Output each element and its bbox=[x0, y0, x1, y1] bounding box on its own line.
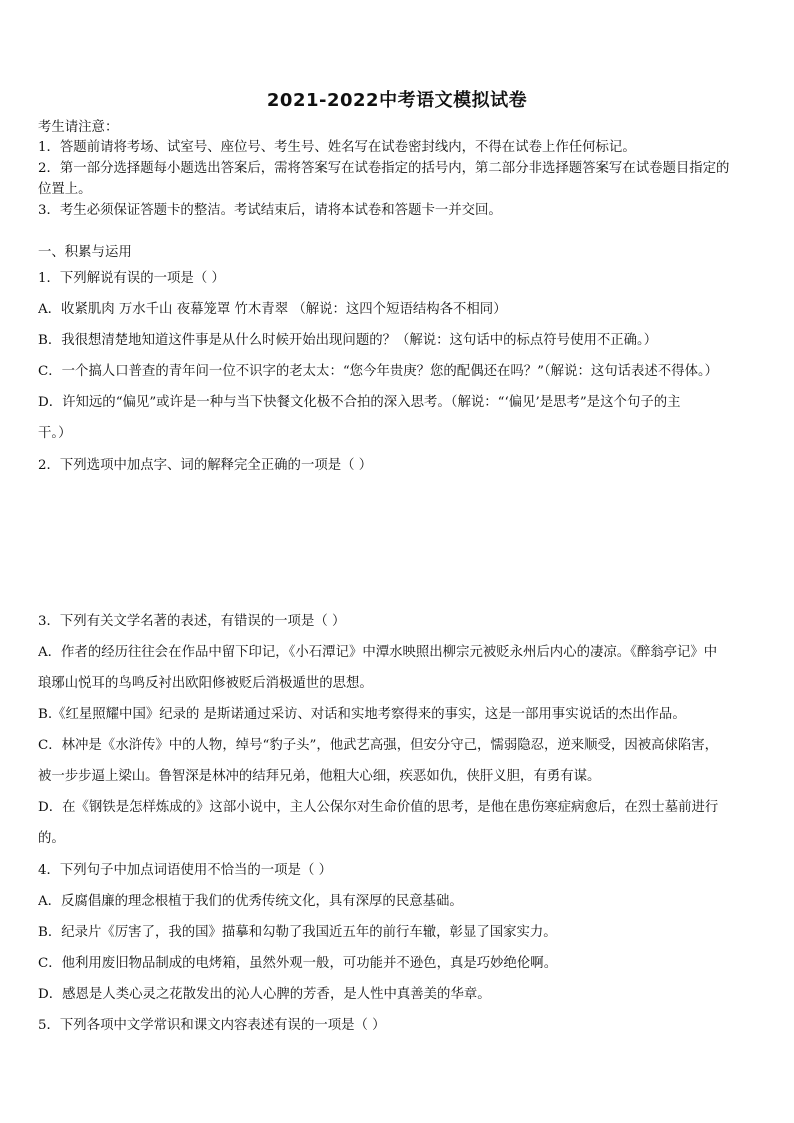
q3-option-b: B.《红星照耀中国》纪录的 是斯诺通过采访、对话和实地考察得来的事实，这是一部用事实说话的杰出作品。 bbox=[38, 707, 686, 722]
exam-title: 2021-2022中考语文模拟试卷 bbox=[266, 90, 528, 111]
q1-option-a: A．收紧肌肉 万水千山 夜幕笼罩 竹木青翠 （解说：这四个短语结构各不相同） bbox=[38, 302, 507, 317]
q2-stem: 2．下列选项中加点字、词的解释完全正确的一项是（ ） bbox=[38, 458, 373, 473]
q1-option-d-cont: 干。） bbox=[38, 426, 72, 441]
notice-item: 位置上。 bbox=[38, 182, 92, 197]
q1-option-d: D．许知远的“偏见”或许是一种与当下快餐文化极不合拍的深入思考。（解说：“‘偏见’是思考”是这个句子的主 bbox=[38, 395, 681, 410]
notice-item: 1．答题前请将考场、试室号、座位号、考生号、姓名写在试卷密封线内，不得在试卷上作任何标记。 bbox=[38, 140, 636, 155]
q4-stem: 4．下列句子中加点词语使用不恰当的一项是（ ） bbox=[38, 863, 332, 878]
q3-stem: 3．下列有关文学名著的表述，有错误的一项是（ ） bbox=[38, 614, 346, 629]
q4-option-d: D．感恩是人类心灵之花散发出的沁人心脾的芳香，是人性中真善美的华章。 bbox=[38, 987, 491, 1002]
q3-option-d: D．在《钢铁是怎样炼成的》这部小说中，主人公保尔对生命价值的思考，是他在患伤寒症病愈后，在烈士墓前进行 bbox=[38, 800, 719, 815]
q1-stem: 1．下列解说有误的一项是（ ） bbox=[38, 271, 225, 286]
section-title: 一、积累与运用 bbox=[38, 245, 132, 260]
q1-option-b: B．我很想清楚地知道这件事是从什么时候开始出现问题的？（解说：这句话中的标点符号使用不正确。） bbox=[38, 333, 658, 348]
notice-heading: 考生请注意： bbox=[38, 120, 119, 135]
q4-option-a: A．反腐倡廉的理念根植于我们的优秀传统文化，具有深厚的民意基础。 bbox=[38, 894, 463, 909]
q1-option-c: C．一个搞人口普查的青年问一位不识字的老太太：“您今年贵庚？您的配偶还在吗？”（解说：这句话表述不得体。） bbox=[38, 364, 719, 379]
q3-option-d-cont: 的。 bbox=[38, 831, 65, 846]
q3-option-c-cont: 被一步步逼上梁山。鲁智深是林冲的结拜兄弟，他粗大心细，疾恶如仇，侠肝义胆，有勇有谋。 bbox=[38, 769, 601, 784]
notice-item: 3．考生必须保证答题卡的整洁。考试结束后，请将本试卷和答题卡一并交回。 bbox=[38, 203, 502, 218]
q5-stem: 5．下列各项中文学常识和课文内容表述有误的一项是（ ） bbox=[38, 1018, 386, 1033]
notice-item: 2．第一部分选择题每小题选出答案后，需将答案写在试卷指定的括号内，第二部分非选择题答案写在试卷题目指定的 bbox=[38, 161, 730, 176]
q3-option-a: A．作者的经历往往会在作品中留下印记，《小石潭记》中潭水映照出柳宗元被贬永州后内心的凄凉。《醉翁亭记》中 bbox=[38, 645, 718, 660]
q4-option-b: B．纪录片《厉害了，我的国》描摹和勾勒了我国近五年的前行车辙，彰显了国家实力。 bbox=[38, 925, 557, 940]
q4-option-c: C．他利用废旧物品制成的电烤箱，虽然外观一般，可功能并不逊色，真是巧妙绝伦啊。 bbox=[38, 956, 558, 971]
q3-option-a-cont: 琅琊山悦耳的鸟鸣反衬出欧阳修被贬后消极遁世的思想。 bbox=[38, 676, 373, 691]
q3-option-c: C．林冲是《水浒传》中的人物，绰号“豹子头”，他武艺高强，但安分守己，懦弱隐忍，逆来顺受，因被高俅陷害， bbox=[38, 738, 719, 753]
